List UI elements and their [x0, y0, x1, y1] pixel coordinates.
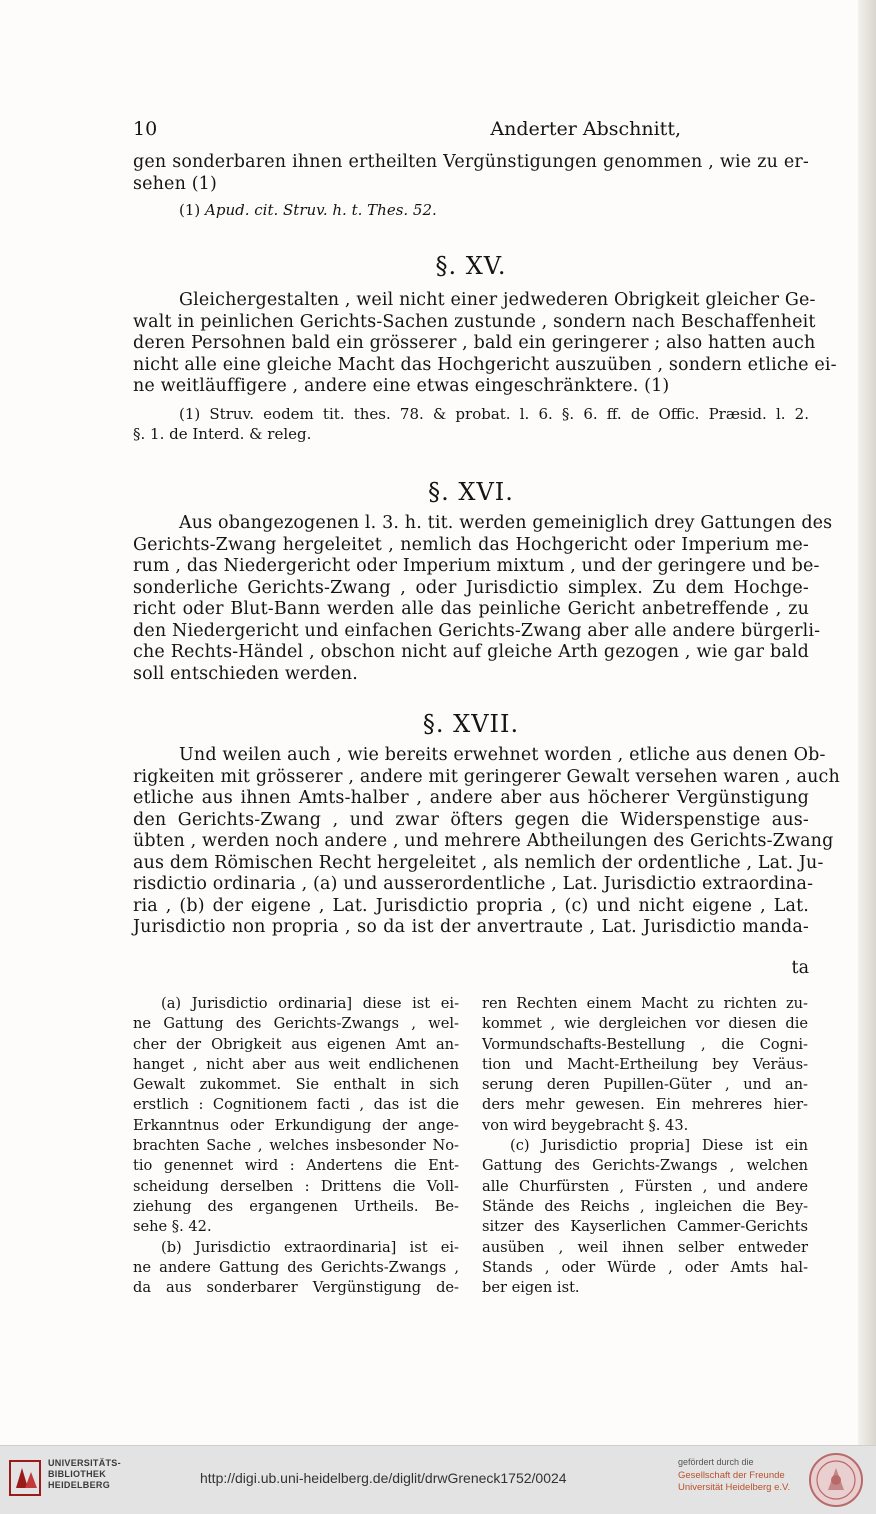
society-name — [678, 1470, 790, 1494]
section-heading-xv: §. XV. — [435, 252, 507, 280]
footnote-line: Gewalt zukommet. Sie enthalt in sich — [133, 1076, 459, 1094]
text-line: gen sonderbaren ihnen ertheilten Vergünstigungen genommen , wie zu er- — [133, 152, 809, 172]
section-heading-xvi: §. XVI. — [428, 478, 514, 506]
text-line: den Niedergericht und einfachen Gerichts-Zwang aber alle andere bürgerli- — [133, 620, 821, 641]
section-xvi-text — [133, 513, 833, 685]
section-xvii-text — [133, 745, 840, 939]
footnote-line: §. 1. de Interd. & releg. — [133, 424, 312, 443]
text-line: den Gerichts-Zwang , und zwar öfters gegen die Widerspenstige aus- — [133, 809, 809, 830]
footnote-line: hanget , nicht aber aus weit endlichenen — [133, 1055, 459, 1073]
library-logo-icon — [8, 1458, 42, 1498]
intro-footnote — [133, 200, 809, 220]
text-line: soll entschieden werden. — [133, 663, 359, 684]
library-name-line: BIBLIOTHEK — [48, 1469, 106, 1479]
footnote-line: alle Churfürsten , Fürsten , und andere — [482, 1177, 808, 1195]
text-line: walt in peinlichen Gerichts-Sachen zustunde , sondern nach Beschaffenheit — [133, 311, 816, 332]
footnote-line: Vormundschafts-Bestellung , die Cogni- — [482, 1035, 808, 1053]
footnote-line: sehe §. 42. — [133, 1218, 212, 1236]
footnote-line: tion und Macht-Ertheilung bey Veräus- — [482, 1055, 808, 1073]
library-name — [48, 1458, 121, 1491]
running-title: Anderter Abschnitt, — [490, 118, 681, 140]
text-line: richt oder Blut-Bann werden alle das peinliche Gericht anbetreffende , zu — [133, 599, 809, 619]
footnote-line: Stands , oder Würde , oder Amts hal- — [482, 1258, 808, 1276]
society-name-line: Universität Heidelberg e.V. — [678, 1482, 791, 1493]
footnote-line: ne Gattung des Gerichts-Zwangs , wel- — [133, 1015, 459, 1033]
text-line: deren Persohnen bald ein grösserer , bald ein geringerer ; also hatten auch — [133, 333, 816, 353]
footnote-line: ber eigen ist. — [482, 1279, 580, 1297]
footnote-line: Stände des Reichs , ingleichen die Bey- — [482, 1197, 808, 1215]
footnote-line: (1) Struv. eodem tit. thes. 78. & probat. l. 6. §. 6. ff. de Offic. Præsid. l. 2. — [179, 404, 809, 423]
text-line: Aus obangezogenen l. 3. h. tit. werden gemeiniglich drey Gattungen des — [179, 513, 833, 533]
funded-by-label: gefördert durch die — [678, 1457, 754, 1467]
text-line: aus dem Römischen Recht hergeleitet , als nemlich der ordentliche , Lat. Ju- — [133, 852, 824, 873]
section-xv-text — [133, 290, 837, 444]
permalink-url[interactable]: http://digi.ub.uni-heidelberg.de/diglit/drwGreneck1752/0024 — [200, 1470, 567, 1486]
footnote-line: Erkanntnus oder Erkundigung der ange- — [133, 1116, 459, 1134]
library-name-line: HEIDELBERG — [48, 1480, 111, 1490]
footnote-line: tio genennet wird : Andertens die Ent- — [133, 1157, 459, 1175]
section-heading-xvii: §. XVII. — [422, 710, 520, 738]
text-line: risdictio ordinaria , (a) und ausserordentliche , Lat. Jurisdictio extraordina- — [133, 874, 814, 894]
catchword: ta — [791, 958, 809, 978]
footnote-line: serung deren Pupillen-Güter , und an- — [482, 1076, 808, 1094]
footnote-line: ders mehr gewesen. Ein mehreres hier- — [482, 1096, 808, 1114]
text-line: ria , (b) der eigene , Lat. Jurisdictio propria , (c) und nicht eigene , Lat. — [133, 895, 809, 916]
footnote-label: (1) — [179, 201, 201, 219]
footnotes-left-column — [133, 994, 459, 1298]
viewer-footer — [0, 1445, 876, 1514]
text-line: sonderliche Gerichts-Zwang , oder Jurisdictio simplex. Zu dem Hochge- — [133, 577, 809, 598]
footnote-line: da aus sonderbarer Vergünstigung de- — [133, 1279, 459, 1297]
footnote-line: (a) Jurisdictio ordinaria] diese ist ei- — [161, 995, 459, 1012]
scan-edge — [858, 0, 876, 1445]
page-number: 10 — [133, 118, 158, 140]
text-line: sehen (1) — [133, 173, 217, 194]
text-line: che Rechts-Händel , obschon nicht auf gleiche Arth gezogen , wie gar bald — [133, 642, 809, 662]
text-line: übten , werden noch andere , und mehrere Abtheilungen des Gerichts-Zwang — [133, 831, 834, 851]
university-seal-icon — [808, 1452, 864, 1508]
text-line: ne weitläuffigere , andere eine etwas eingeschränktere. (1) — [133, 376, 670, 396]
library-name-line: UNIVERSITÄTS- — [48, 1458, 121, 1468]
footnote-line: (c) Jurisdictio propria] Diese ist ein — [510, 1137, 808, 1155]
text-line: rigkeiten mit grösserer , andere mit geringerer Gewalt versehen waren , auch — [133, 766, 840, 787]
footnote-line: ren Rechten einem Macht zu richten zu- — [482, 995, 808, 1012]
footnote-line: cher der Obrigkeit aus eigenen Amt an- — [133, 1035, 459, 1053]
footnote-line: kommet , wie dergleichen vor diesen die — [482, 1015, 808, 1033]
text-line: etliche aus ihnen Amts-halber , andere aber aus höcherer Vergünstigung — [133, 788, 809, 808]
text-line: rum , das Niedergericht oder Imperium mixtum , und der geringere und be- — [133, 556, 820, 576]
footnote-line: sitzer des Kayserlichen Cammer-Gerichts — [482, 1218, 808, 1236]
footnote-line: (b) Jurisdictio extraordinaria] ist ei- — [161, 1238, 459, 1256]
text-line: Gerichts-Zwang hergeleitet , nemlich das Hochgericht oder Imperium me- — [133, 534, 809, 555]
footnote-line: scheidung derselben : Drittens die Voll- — [133, 1177, 459, 1195]
intro-paragraph — [133, 152, 809, 220]
footnote-line: erstlich : Cognitionem facti , das ist die — [133, 1096, 459, 1114]
text-line: Jurisdictio non propria , so da ist der anvertraute , Lat. Jurisdictio manda- — [133, 917, 809, 937]
footnote-text: Apud. cit. Struv. h. t. Thes. 52. — [205, 201, 437, 219]
footnotes-right-column — [482, 994, 808, 1298]
footnote-line: von wird beygebracht §. 43. — [482, 1116, 689, 1134]
text-line: nicht alle eine gleiche Macht das Hochgericht auszuüben , sondern etliche ei- — [133, 354, 837, 375]
footnote-line: ziehung des ergangenen Urtheils. Be- — [133, 1197, 459, 1215]
running-header — [133, 118, 809, 142]
society-name-line: Gesellschaft der Freunde — [678, 1470, 785, 1481]
footnote-line: ne andere Gattung des Gerichts-Zwangs , — [133, 1258, 459, 1276]
footnote-line: brachten Sache , welches insbesonder No- — [133, 1137, 459, 1155]
text-line: Gleichergestalten , weil nicht einer jedwederen Obrigkeit gleicher Ge- — [179, 290, 816, 310]
text-line: Und weilen auch , wie bereits erwehnet worden , etliche aus denen Ob- — [179, 745, 826, 765]
footnote-line: ausüben , weil ihnen selber entweder — [482, 1238, 808, 1256]
footnote-line: Gattung des Gerichts-Zwangs , welchen — [482, 1157, 808, 1175]
